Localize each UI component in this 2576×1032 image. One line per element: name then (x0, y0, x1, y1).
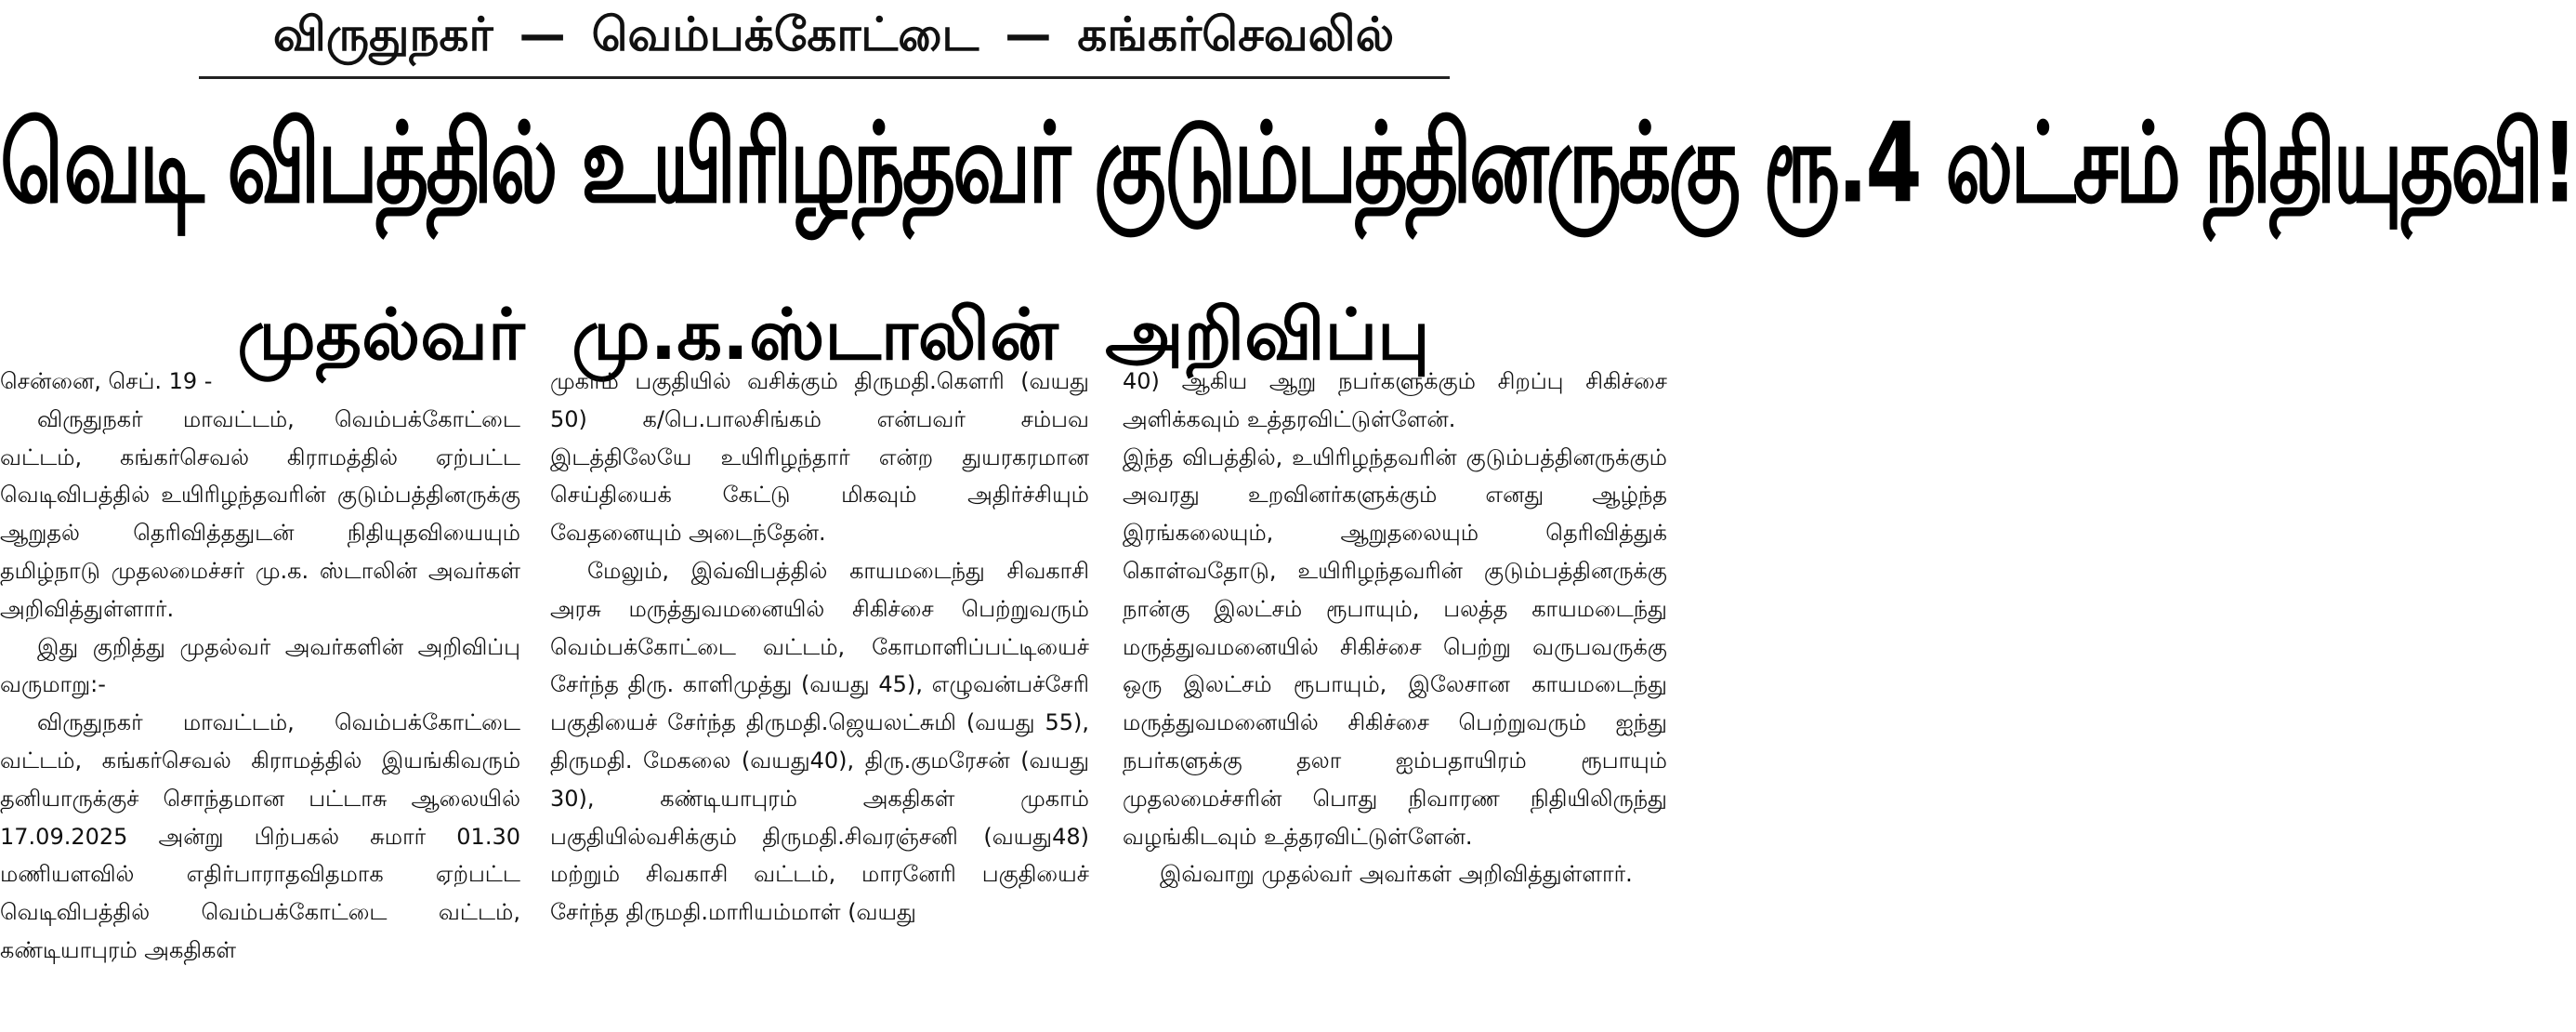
kicker-place-district: விருதுநகர் (272, 7, 493, 61)
kicker-place-village: கங்கர்செவலில் (1077, 7, 1395, 61)
kicker-heading (0, 4, 1667, 65)
article-paragraph: முகாம் பகுதியில் வசிக்கும் திருமதி.கௌரி (வயது 50) க/பெ.பாலசிங்கம் என்பவர் சம்பவ இடத்திலேயே உயிரிழந்தார் என்ற துயரகரமான செய்தியைக் கேட்டு மிகவும் அதிர்ச்சியும் வேதனையும் அடைந்தேன். (550, 368, 1089, 547)
article-paragraph: மேலும், இவ்விபத்தில் காயமடைந்து சிவகாசி அரசு மருத்துவமனையில் சிகிச்சை பெற்றுவரும் வெம்பக்கோட்டை வட்டம், கோமாளிப்பட்டியைச் சேர்ந்த திரு. காளிமுத்து (வயது 45), எழுவன்பச்சேரி பகுதியைச் சேர்ந்த திருமதி.ஜெயலட்சுமி (வயது 55), திருமதி. மேகலை (வயது40), திரு.குமரேசன் (வயது 30), கண்டியாபுரம் அகதிகள் முகாம் பகுதியில்வசிக்கும் திருமதி.சிவரஞ்சனி (வயது48) மற்றும் சிவகாசி வட்டம், மாரனேரி பகுதியைச் சேர்ந்த திருமதி.மாரியம்மாள் (வயது (550, 557, 1089, 926)
kicker-separator: — (519, 7, 566, 61)
article-paragraph: இது குறித்து முதல்வர் அவர்களின் அறிவிப்பு வருமாறு:- (0, 633, 520, 698)
article-paragraph: விருதுநகர் மாவட்டம், வெம்பக்கோட்டை வட்டம், கங்கர்செவல் கிராமத்தில் இயங்கிவரும் தனியாருக்குச் சொந்தமான பட்டாசு ஆலையில் 17.09.2025 அன்று பிற்பகல் சுமார் 01.30 மணியளவில் எதிர்பாராதவிதமாக ஏற்பட்ட வெடிவிபத்தில் வெம்பக்கோட்டை வட்டம், கண்டியாபுரம் அகதிகள் (0, 709, 520, 963)
article-column-2 (550, 363, 1089, 1032)
article-paragraph: இவ்வாறு முதல்வர் அவர்கள் அறிவித்துள்ளார். (1160, 861, 1633, 888)
article-column-3 (1123, 363, 1667, 1032)
article-paragraph: விருதுநகர் மாவட்டம், வெம்பக்கோட்டை வட்டம், கங்கர்செவல் கிராமத்தில் ஏற்பட்ட வெடிவிபத்தில் உயிரிழந்தவரின் குடும்பத்தினருக்கு ஆறுதல் தெரிவித்ததுடன் நிதியுதவியையும் தமிழ்நாடு முதலமைச்சர் மு.க. ஸ்டாலின் அவர்கள் அறிவித்துள்ளார். (0, 405, 520, 622)
sub-headline: முதல்வர் மு.க.ஸ்டாலின் அறிவிப்பு (237, 293, 1430, 376)
kicker-place-taluk: வெம்பக்கோட்டை (591, 7, 979, 61)
article-column-1 (0, 363, 520, 1032)
article-paragraph: 40) ஆகிய ஆறு நபர்களுக்கும் சிறப்பு சிகிச்சை அளிக்கவும் உத்தரவிட்டுள்ளேன். (1123, 368, 1667, 432)
main-headline: வெடி விபத்தில் உயிரிழந்தவர் குடும்பத்தினருக்கு ரூ.4 லட்சம் நிதியுதவி! (0, 98, 2576, 228)
dateline: சென்னை, செப். 19 - (0, 368, 213, 394)
kicker-separator: — (1005, 7, 1052, 61)
article-paragraph: இந்த விபத்தில், உயிரிழந்தவரின் குடும்பத்தினருக்கும் அவரது உறவினர்களுக்கும் எனது ஆழ்ந்த இரங்கலையும், ஆறுதலையும் தெரிவித்துக் கொள்வதோடு, உயிரிழந்தவரின் குடும்பத்தினருக்கு நான்கு இலட்சம் ரூபாயும், பலத்த காயமடைந்து மருத்துவமனையில் சிகிச்சை பெற்று வருபவருக்கு ஒரு இலட்சம் ரூபாயும், இலேசான காயமடைந்து மருத்துவமனையில் சிகிச்சை பெற்றுவரும் ஐந்து நபர்களுக்கு தலா ஐம்பதாயிரம் ரூபாயும் முதலமைச்சரின் பொது நிவாரண நிதியிலிருந்து வழங்கிடவும் உத்தரவிட்டுள்ளேன். (1123, 443, 1667, 850)
